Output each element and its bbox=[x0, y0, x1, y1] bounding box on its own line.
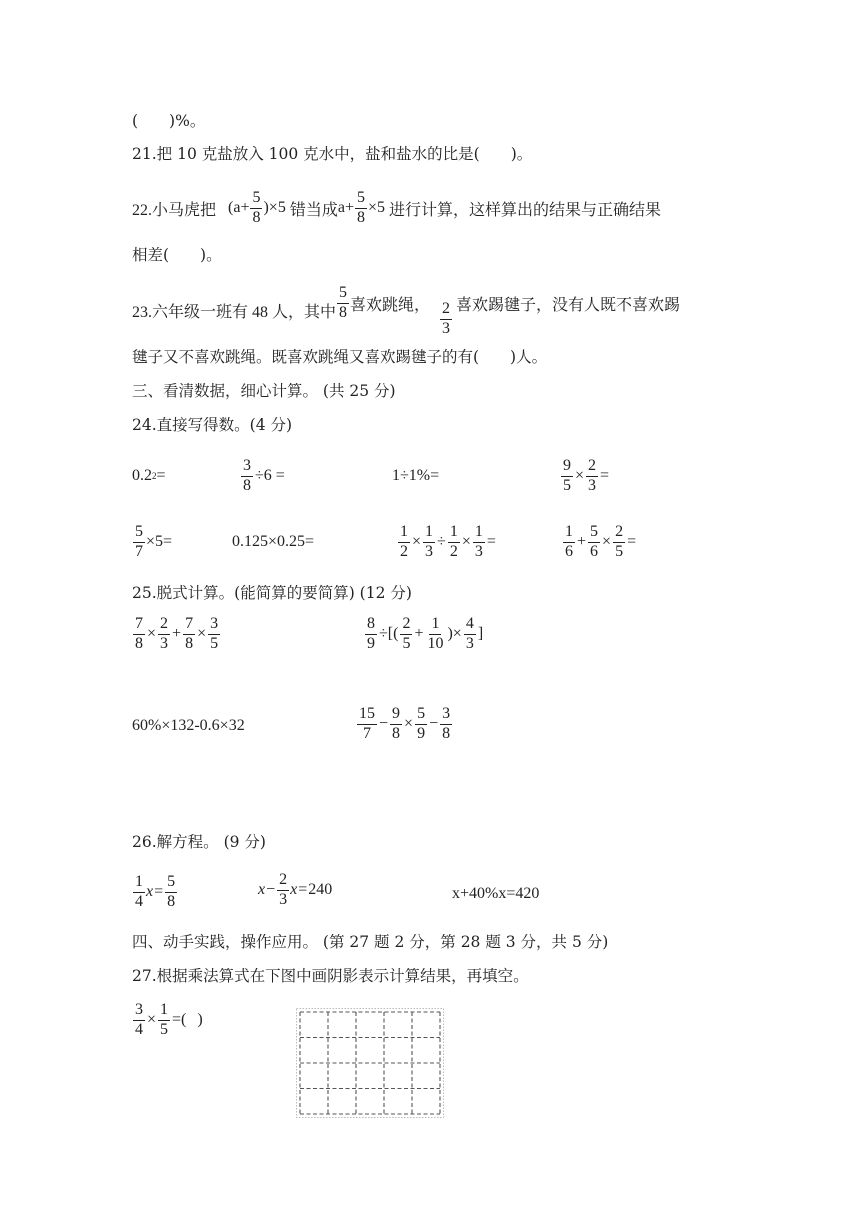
q23-mid: 喜欢跳绳， bbox=[350, 296, 431, 314]
q25-item-1: $\frac{7}{8}$ × $\frac{2}{3}$ + $\frac{7}{8}$ × $\frac{3}{5}$ bbox=[135, 614, 219, 652]
question-21: 21.把 10 克盐放入 100 克水中，盐和盐水的比是( )。 bbox=[132, 145, 533, 163]
q26-item-2: x − $\frac{2}{3}$ x = 240 bbox=[258, 870, 333, 908]
q25-item-2: $\frac{8}{9}$ ÷[( $\frac{2}{5}$ + $\frac{1}{10}$ )× $\frac{4}{3}$ ] bbox=[367, 614, 484, 652]
question-24: 24.直接写得数。(4 分) bbox=[132, 416, 293, 434]
q24-item-8: $\frac{1}{6}$ + $\frac{5}{6}$ × $\frac{2}{5}$ = bbox=[565, 522, 637, 560]
q24-item-7: $\frac{1}{2}$ × $\frac{1}{3}$ ÷ $\frac{1}{2}$ × $\frac{1}{3}$ = bbox=[400, 522, 496, 560]
question-25: 25.脱式计算。(能简算的要简算) (12 分) bbox=[132, 584, 412, 602]
q24-item-4: $\frac{9}{5}$ × $\frac{2}{3}$ = bbox=[563, 456, 610, 494]
shading-grid[interactable] bbox=[296, 1008, 444, 1118]
q23-suffix: 喜欢踢毽子，没有人既不喜欢踢 bbox=[456, 296, 681, 314]
q22-line2: 相差( )。 bbox=[132, 246, 222, 264]
q24-item-2: $\frac{3}{8}$ ÷6 = bbox=[243, 456, 285, 494]
q26-item-1: $\frac{1}{4}$ x = $\frac{5}{8}$ bbox=[135, 872, 176, 910]
q25-item-4: $\frac{15}{7}$ − $\frac{9}{8}$ × $\frac{5}{9}$ − $\frac{3}{8}$ bbox=[359, 704, 451, 742]
q24-item-5: $\frac{5}{7}$ ×5= bbox=[135, 522, 173, 560]
q22-prefix: 22.小马虎把 bbox=[132, 201, 217, 219]
question-27: 27.根据乘法算式在下图中画阴影表示计算结果，再填空。 bbox=[132, 967, 529, 985]
q22-suffix: 进行计算，这样算出的结果与正确结果 bbox=[389, 201, 662, 219]
q27-expression: $\frac{3}{4}$ × $\frac{1}{5}$ =( ) bbox=[135, 1000, 203, 1038]
q24-item-6: 0.125×0.25= bbox=[232, 533, 315, 550]
question-22: 22.小马虎把 (a+ $\frac{5}{8}$ )×5 错当成 a+ $\frac{5}{8}$ ×5 进行计算，这样算出的结果与正确结果 bbox=[132, 188, 662, 226]
q23-prefix: 23.六年级一班有 48 人，其中 bbox=[132, 303, 337, 321]
q22-mid: 错当成 bbox=[289, 201, 338, 219]
fraction-5-8: $\frac{5}{8}$ bbox=[252, 188, 261, 226]
q20-tail: ( )%。 bbox=[132, 112, 206, 130]
fraction-2-3: $\frac{2}{3}$ bbox=[442, 299, 451, 337]
question-23 bbox=[132, 280, 680, 340]
fraction-5-8: $\frac{5}{8}$ bbox=[356, 188, 365, 226]
question-26: 26.解方程。 (9 分) bbox=[132, 833, 266, 851]
q24-item-1: 0.2 2 = bbox=[132, 467, 166, 484]
q24-item-3: 1÷1%= bbox=[392, 467, 440, 484]
fraction-5-8: $\frac{5}{8}$ bbox=[339, 283, 348, 321]
section-3-heading: 三、看清数据，细心计算。 (共 25 分) bbox=[132, 382, 396, 400]
grid-outer-border bbox=[297, 1009, 444, 1118]
q23-line2: 毽子又不喜欢跳绳。既喜欢跳绳又喜欢踢毽子的有( )人。 bbox=[132, 348, 548, 366]
q25-item-3: 60%×132-0.6×32 bbox=[132, 717, 245, 734]
q26-item-3: x+40%x=420 bbox=[452, 885, 540, 902]
section-4-heading: 四、动手实践，操作应用。 (第 27 题 2 分，第 28 题 3 分，共 5 分) bbox=[132, 933, 609, 951]
